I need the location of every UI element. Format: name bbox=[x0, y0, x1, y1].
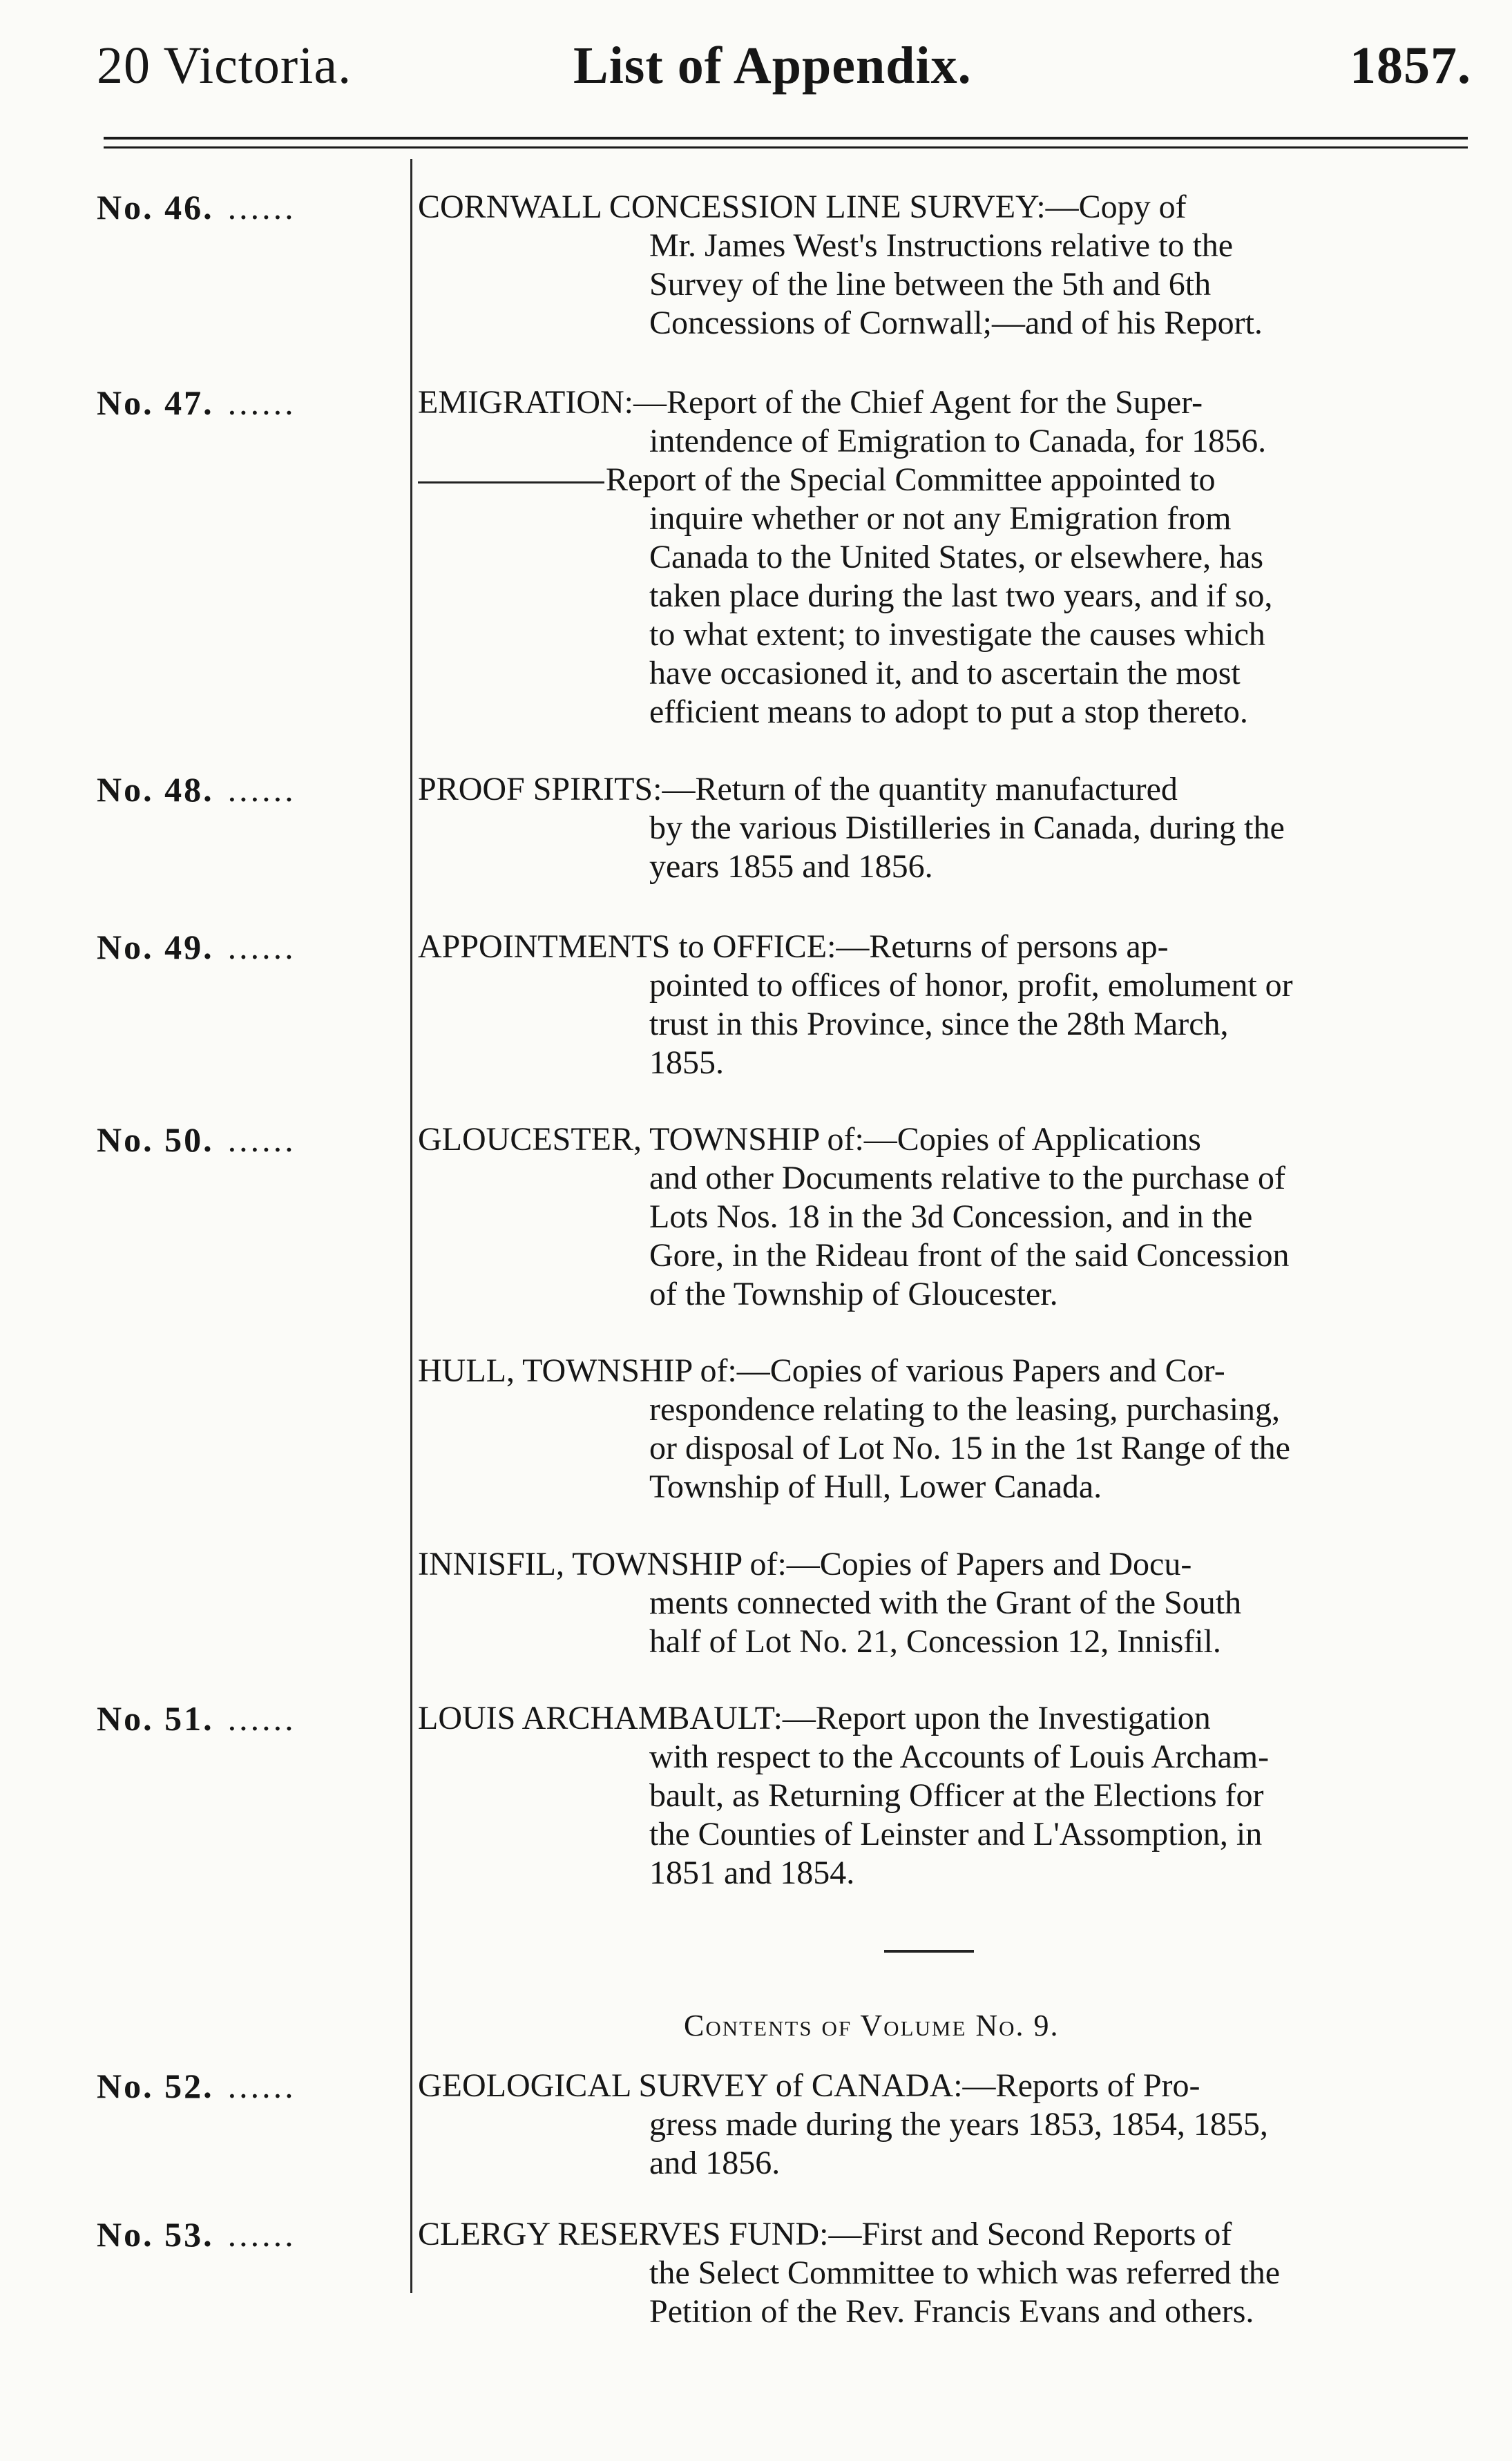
entry-text bbox=[418, 1120, 1468, 1314]
ditto-dash bbox=[418, 481, 604, 483]
entry-line: LOUIS ARCHAMBAULT:—Report upon the Investigation bbox=[418, 1700, 1211, 1736]
header-year: 1857. bbox=[1350, 37, 1471, 95]
page-header bbox=[97, 28, 1471, 104]
entry-text bbox=[418, 928, 1468, 1082]
entry-line: the Counties of Leinster and L'Assomption, in bbox=[649, 1816, 1263, 1852]
entry-text bbox=[418, 1352, 1468, 1506]
header-rule-thick bbox=[104, 137, 1468, 140]
entry-number: No. 50. ...... bbox=[97, 1120, 296, 1159]
entry-line: pointed to offices of honor, profit, emolument or bbox=[649, 967, 1293, 1004]
entry-line: PROOF SPIRITS:—Return of the quantity manufactured bbox=[418, 771, 1178, 807]
entry-line: and 1856. bbox=[649, 2145, 781, 2181]
entry-line: Township of Hull, Lower Canada. bbox=[649, 1468, 1102, 1505]
entry-line: inquire whether or not any Emigration from bbox=[649, 500, 1232, 537]
entry-line-with-dash: Report of the Special Committee appointed to bbox=[418, 461, 1468, 499]
entry-line: efficient means to adopt to put a stop thereto. bbox=[649, 693, 1248, 730]
header-title: List of Appendix. bbox=[573, 37, 972, 95]
entry-line: EMIGRATION:—Report of the Chief Agent for the Super- bbox=[418, 384, 1203, 421]
entry-line: with respect to the Accounts of Louis Archam- bbox=[649, 1739, 1270, 1775]
entry-number: No. 48. ...... bbox=[97, 770, 296, 809]
entry-line: Canada to the United States, or elsewhere, has bbox=[649, 539, 1264, 575]
entry-number: No. 47. ...... bbox=[97, 383, 296, 422]
entry-line: Concessions of Cornwall;—and of his Report. bbox=[649, 305, 1263, 341]
entry-line: of the Township of Gloucester. bbox=[649, 1276, 1058, 1312]
entry-line: gress made during the years 1853, 1854, 1855, bbox=[649, 2106, 1268, 2143]
entry-line: years 1855 and 1856. bbox=[649, 848, 933, 885]
entry-line: Lots Nos. 18 in the 3d Concession, and in the bbox=[649, 1198, 1253, 1235]
entry-line: CLERGY RESERVES FUND:—First and Second Reports of bbox=[418, 2216, 1232, 2252]
entry-line: APPOINTMENTS to OFFICE:—Returns of persons ap- bbox=[418, 928, 1169, 965]
entry-line: taken place during the last two years, and if so, bbox=[649, 577, 1273, 614]
entry-line: Petition of the Rev. Francis Evans and others. bbox=[649, 2293, 1254, 2330]
entry-line: intendence of Emigration to Canada, for 1856. bbox=[649, 423, 1267, 459]
entry-line: ments connected with the Grant of the South bbox=[649, 1584, 1242, 1621]
entry-text bbox=[418, 383, 1468, 731]
entry-line: half of Lot No. 21, Concession 12, Innisfil. bbox=[649, 1623, 1221, 1660]
entry-number: No. 53. ...... bbox=[97, 2215, 296, 2254]
entry-line: GLOUCESTER, TOWNSHIP of:—Copies of Applications bbox=[418, 1121, 1201, 1158]
entry-line: 1851 and 1854. bbox=[649, 1855, 855, 1891]
header-rule-thin bbox=[104, 146, 1468, 149]
entry-number: No. 46. ...... bbox=[97, 188, 296, 227]
column-divider bbox=[410, 159, 412, 2293]
entry-text bbox=[418, 1545, 1468, 1661]
entry-text bbox=[418, 2215, 1468, 2331]
entry-line: CORNWALL CONCESSION LINE SURVEY:—Copy of bbox=[418, 189, 1187, 225]
entry-line: bault, as Returning Officer at the Elections for bbox=[649, 1777, 1264, 1814]
entry-line: to what extent; to investigate the causes which bbox=[649, 616, 1265, 653]
entry-line: or disposal of Lot No. 15 in the 1st Range of the bbox=[649, 1430, 1290, 1466]
entry-number: No. 51. ...... bbox=[97, 1699, 296, 1738]
entry-line: 1855. bbox=[649, 1044, 724, 1081]
entry-text bbox=[418, 770, 1468, 886]
header-session: 20 Victoria. bbox=[97, 37, 352, 95]
entry-line: HULL, TOWNSHIP of:—Copies of various Papers and Cor- bbox=[418, 1352, 1225, 1389]
entry-number: No. 49. ...... bbox=[97, 928, 296, 966]
entry-line: the Select Committee to which was referred the bbox=[649, 2254, 1281, 2291]
entry-line: respondence relating to the leasing, purchasing, bbox=[649, 1391, 1281, 1428]
entry-line: GEOLOGICAL SURVEY of CANADA:—Reports of Pro- bbox=[418, 2067, 1200, 2104]
entry-line: Gore, in the Rideau front of the said Concession bbox=[649, 1237, 1290, 1274]
entry-line: trust in this Province, since the 28th March, bbox=[649, 1006, 1229, 1042]
entry-text bbox=[418, 1699, 1468, 1893]
entry-text bbox=[418, 2067, 1468, 2183]
entry-number: No. 52. ...... bbox=[97, 2067, 296, 2105]
entry-line: by the various Distilleries in Canada, during the bbox=[649, 810, 1285, 846]
section-separator bbox=[884, 1950, 974, 1953]
entry-line: INNISFIL, TOWNSHIP of:—Copies of Papers and Docu- bbox=[418, 1546, 1192, 1582]
entry-line: Survey of the line between the 5th and 6th bbox=[649, 266, 1212, 303]
entry-line: and other Documents relative to the purchase of bbox=[649, 1160, 1285, 1196]
entry-line: have occasioned it, and to ascertain the most bbox=[649, 655, 1241, 691]
volume-heading: Contents of Volume No. 9. bbox=[684, 2009, 1060, 2042]
entry-text bbox=[418, 188, 1468, 343]
entry-line: Mr. James West's Instructions relative to the bbox=[649, 227, 1234, 264]
